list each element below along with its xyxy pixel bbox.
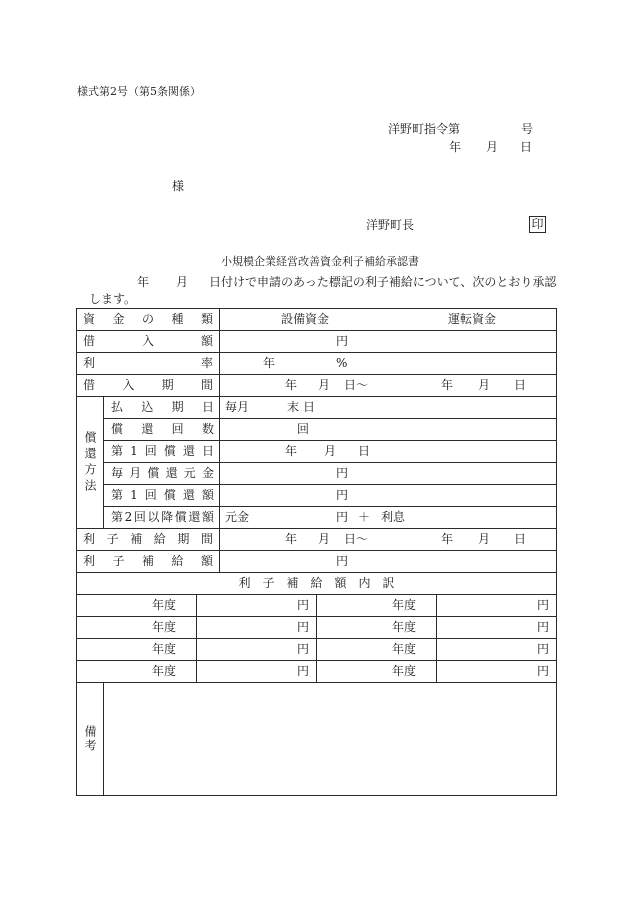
loan-amount-label: 借入額: [77, 331, 220, 353]
breakdown-row1-yen-b: 円: [437, 595, 557, 617]
subsidy-period-from-year: 年: [285, 532, 298, 546]
later-repayment-plus: ＋: [358, 510, 371, 524]
application-date-month: 月: [176, 275, 189, 289]
subsidy-period-value-cell: [220, 529, 557, 551]
issue-date-month: 月: [486, 140, 499, 154]
payment-date-value-cell: [220, 397, 557, 419]
loan-period-to-month: 月: [478, 378, 491, 392]
breakdown-row4-yen-a: 円: [197, 661, 317, 683]
first-repayment-day: 日: [358, 444, 371, 458]
breakdown-row4-fiscal-year-b: 年度: [317, 661, 437, 683]
subsidy-amount-yen-unit: 円: [336, 554, 349, 568]
remarks-label-text: 備考: [83, 725, 97, 753]
subsidy-period-to-month: 月: [478, 532, 491, 546]
loan-period-to-day: 日: [514, 378, 527, 392]
loan-period-value-cell: [220, 375, 557, 397]
breakdown-row3-fiscal-year-b: 年度: [317, 639, 437, 661]
application-date-year: 年: [137, 275, 150, 289]
loan-period-from-month: 月: [318, 378, 331, 392]
first-repayment-year: 年: [285, 444, 298, 458]
later-repayment-principal: 元金: [225, 510, 250, 524]
breakdown-row1-fiscal-year-a: 年度: [77, 595, 197, 617]
issue-date-year: 年: [449, 140, 462, 154]
subsidy-period-from-day: 日～: [344, 532, 369, 546]
addressee-honorific: 様: [172, 179, 185, 193]
approval-details-table: [76, 308, 557, 796]
breakdown-row1-fiscal-year-b: 年度: [317, 595, 437, 617]
directive-number-prefix: 洋野町指令第: [388, 122, 461, 136]
breakdown-row3-yen-b: 円: [437, 639, 557, 661]
remarks-blank-area: [104, 683, 557, 796]
interest-rate-label: 利率: [77, 353, 220, 375]
fund-type-operating: 運転資金: [448, 312, 497, 326]
first-repayment-month: 月: [324, 444, 337, 458]
interest-rate-value-cell: [220, 353, 557, 375]
subsidy-breakdown-header: 利子補給額内訳: [77, 573, 557, 595]
subsidy-amount-value-cell: [220, 551, 557, 573]
interest-rate-per-year: 年: [263, 356, 276, 370]
issue-date-day: 日: [520, 140, 533, 154]
subsidy-amount-label: 利子補給額: [77, 551, 220, 573]
later-repayment-amount-label: 第2回以降償還額: [104, 507, 220, 529]
loan-period-from-year: 年: [285, 378, 298, 392]
repayment-method-label-text: 償還方法: [83, 430, 97, 495]
loan-amount-value-cell: [220, 331, 557, 353]
breakdown-row2-yen-a: 円: [197, 617, 317, 639]
loan-period-to-year: 年: [441, 378, 454, 392]
repayment-count-unit: 回: [297, 422, 310, 436]
subsidy-period-from-month: 月: [318, 532, 331, 546]
first-repayment-date-label: 第1回償還日: [104, 441, 220, 463]
directive-number-suffix: 号: [521, 122, 534, 136]
loan-period-label: 借入期間: [77, 375, 220, 397]
seal-stamp-box: 印: [529, 216, 546, 233]
document-title: 小規模企業経営改善資金利子補給承認書: [221, 255, 419, 268]
breakdown-row4-yen-b: 円: [437, 661, 557, 683]
subsidy-period-to-day: 日: [514, 532, 527, 546]
payment-date-end: 末: [287, 400, 300, 414]
loan-period-from-day: 日～: [344, 378, 369, 392]
subsidy-period-label: 利子補給期間: [77, 529, 220, 551]
first-repayment-date-value-cell: [220, 441, 557, 463]
approval-statement-line1: 日付けで申請のあった標記の利子補給について、次のとおり承認: [209, 275, 557, 289]
interest-rate-percent-unit: %: [336, 356, 348, 370]
issuer-name: 洋野町長: [366, 218, 415, 232]
breakdown-row3-fiscal-year-a: 年度: [77, 639, 197, 661]
fund-type-value-cell: [220, 309, 557, 331]
breakdown-row3-yen-a: 円: [197, 639, 317, 661]
monthly-principal-yen-unit: 円: [336, 466, 349, 480]
repayment-count-label: 償還回数: [104, 419, 220, 441]
repayment-count-value-cell: [220, 419, 557, 441]
payment-date-day: 日: [303, 400, 316, 414]
first-repayment-amount-label: 第1回償還額: [104, 485, 220, 507]
breakdown-row1-yen-a: 円: [197, 595, 317, 617]
later-repayment-yen-unit: 円: [336, 510, 349, 524]
breakdown-row4-fiscal-year-a: 年度: [77, 661, 197, 683]
breakdown-row2-fiscal-year-b: 年度: [317, 617, 437, 639]
fund-type-label: 資金の種類: [77, 309, 220, 331]
breakdown-row2-fiscal-year-a: 年度: [77, 617, 197, 639]
form-number: 様式第2号（第5条関係）: [77, 85, 201, 98]
breakdown-row2-yen-b: 円: [437, 617, 557, 639]
remarks-label-cell: [77, 683, 104, 796]
first-repayment-amount-yen-unit: 円: [336, 488, 349, 502]
monthly-principal-value-cell: [220, 463, 557, 485]
loan-amount-yen-unit: 円: [336, 334, 349, 348]
later-repayment-amount-value-cell: [220, 507, 557, 529]
approval-statement-line2: します。: [89, 292, 137, 306]
monthly-principal-label: 毎月償還元金: [104, 463, 220, 485]
subsidy-period-to-year: 年: [441, 532, 454, 546]
fund-type-equipment: 設備資金: [281, 312, 330, 326]
payment-date-monthly: 毎月: [225, 400, 250, 414]
first-repayment-amount-value-cell: [220, 485, 557, 507]
payment-date-label: 払込期日: [104, 397, 220, 419]
repayment-method-group-label: [77, 397, 104, 529]
later-repayment-interest: 利息: [381, 510, 406, 524]
